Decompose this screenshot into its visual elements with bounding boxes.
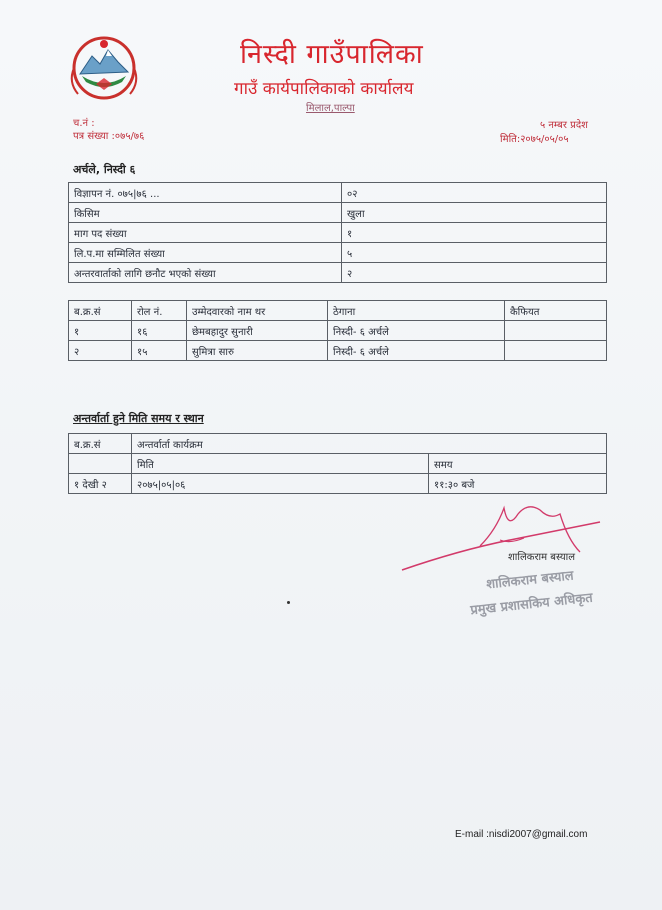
table-cell-label: किसिम xyxy=(69,203,342,223)
table-cell-label: अन्तरवार्ताको लागि छनौट भएको संख्या xyxy=(69,263,342,283)
table-header-row xyxy=(69,301,607,321)
ink-speck xyxy=(287,601,290,604)
stamp-designation: प्रमुख प्रशासकिय अधिकृत xyxy=(469,590,594,619)
cell-remarks xyxy=(505,341,607,361)
table-cell-value: २ xyxy=(342,263,607,283)
interview-schedule-table xyxy=(68,433,607,494)
cell-serial: २ xyxy=(69,341,132,361)
column-header-address: ठेगाना xyxy=(328,301,505,321)
column-header-remarks: कैफियत xyxy=(505,301,607,321)
table-cell-label: विज्ञापन नं. ०७५|७६ ... xyxy=(69,183,342,203)
table-row xyxy=(69,263,607,283)
column-header-serial: ब.क्र.सं xyxy=(69,301,132,321)
cell-serial: १ देखी २ xyxy=(69,474,132,494)
column-header-time: समय xyxy=(429,454,607,474)
location-heading: अर्चले, निस्दी ६ xyxy=(73,163,136,176)
vacancy-summary-table xyxy=(68,182,607,283)
province-label: ५ नम्बर प्रदेश xyxy=(540,120,588,131)
empty-cell xyxy=(69,454,132,474)
cha-number: च.नं : xyxy=(73,118,95,129)
table-row xyxy=(69,203,607,223)
table-row xyxy=(69,341,607,361)
letter-number: पत्र संख्या :०७५/७६ xyxy=(73,131,145,142)
table-row xyxy=(69,474,607,494)
table-row xyxy=(69,321,607,341)
cell-remarks xyxy=(505,321,607,341)
cell-roll: १५ xyxy=(132,341,187,361)
column-header-program: अन्तर्वार्ता कार्यक्रम xyxy=(132,434,607,454)
table-row xyxy=(69,223,607,243)
cell-roll: १६ xyxy=(132,321,187,341)
candidates-table xyxy=(68,300,607,361)
table-cell-label: माग पद संख्या xyxy=(69,223,342,243)
table-row xyxy=(69,243,607,263)
table-cell-value: १ xyxy=(342,223,607,243)
cell-address: निस्दी- ६ अर्चले xyxy=(328,321,505,341)
letter-date: मिति:२०७५/०५/०५ xyxy=(500,134,569,145)
cell-serial: १ xyxy=(69,321,132,341)
cell-date: २०७५|०५|०६ xyxy=(132,474,429,494)
table-cell-value: ५ xyxy=(342,243,607,263)
table-subheader-row xyxy=(69,454,607,474)
column-header-roll: रोल नं. xyxy=(132,301,187,321)
table-header-row xyxy=(69,434,607,454)
signature-icon xyxy=(400,500,620,580)
table-row xyxy=(69,183,607,203)
table-cell-value: ०२ xyxy=(342,183,607,203)
contact-email: E-mail :nisdi2007@gmail.com xyxy=(455,829,588,840)
cell-name: छेमबहादुर सुनारी xyxy=(187,321,328,341)
table-cell-value: खुला xyxy=(342,203,607,223)
stamp-name: शालिकराम बस्याल xyxy=(485,568,575,593)
signatory-name: शालिकराम बस्याल xyxy=(508,552,576,563)
cell-name: सुमित्रा सारु xyxy=(187,341,328,361)
cell-address: निस्दी- ६ अर्चले xyxy=(328,341,505,361)
office-subtitle: गाउँ कार्यपालिकाको कार्यालय xyxy=(234,79,414,99)
interview-heading: अन्तर्वार्ता हुने मिति समय र स्थान xyxy=(73,412,204,425)
office-address: मिलाल,पाल्पा xyxy=(306,103,355,114)
nepal-emblem-icon xyxy=(62,34,146,106)
column-header-serial: ब.क्र.सं xyxy=(69,434,132,454)
column-header-date: मिति xyxy=(132,454,429,474)
municipality-title: निस्दी गाउँपालिका xyxy=(240,39,424,70)
cell-time: ११:३० बजे xyxy=(429,474,607,494)
column-header-name: उम्मेदवारको नाम थर xyxy=(187,301,328,321)
table-cell-label: लि.प.मा सम्मिलित संख्या xyxy=(69,243,342,263)
